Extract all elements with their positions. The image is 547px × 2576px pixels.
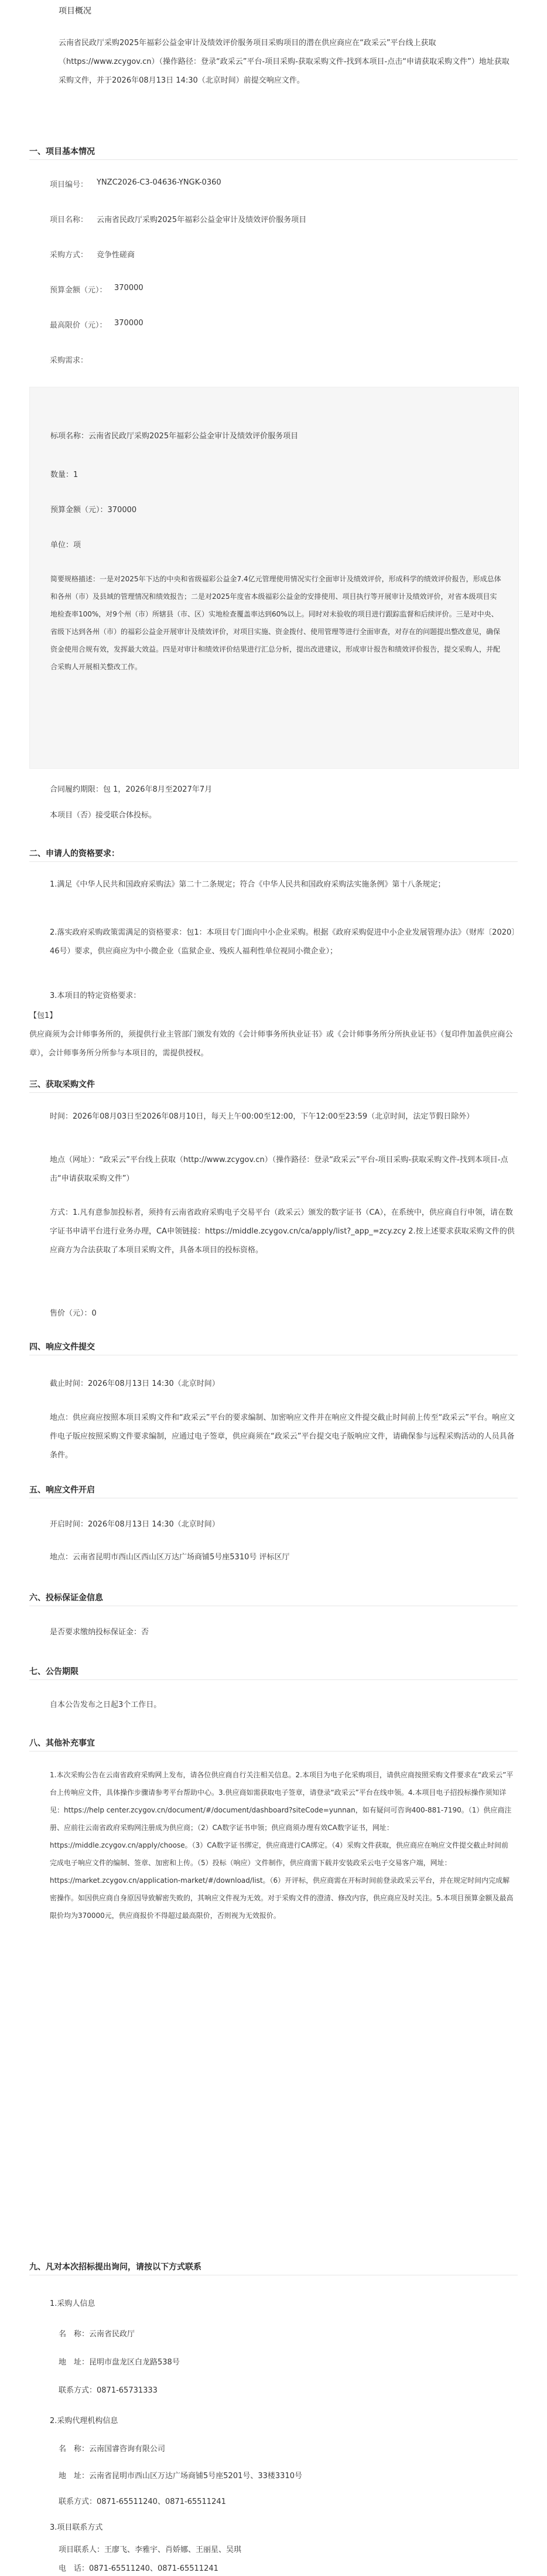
qualification-1: 1.满足《中华人民共和国政府采购法》第二十二条规定；符合《中华人民共和国政府采购法实施条例》第十八条规定；	[50, 880, 446, 889]
qualification-3: 3.本项目的特定资格要求：	[50, 991, 141, 1000]
section-1-divider	[29, 159, 518, 160]
section-8-title: 八、其他补充事宜	[29, 1739, 95, 1748]
lot-details-box	[29, 387, 519, 769]
purchaser-name: 名 称：云南省民政厅	[59, 2330, 135, 2339]
deposit-required: 是否要求缴纳投标保证金：否	[50, 1628, 149, 1637]
budget-value: 370000	[114, 284, 143, 292]
max-price-value: 370000	[114, 319, 143, 328]
qualification-2: 2.落实政府采购政策需满足的资格要求：包1：本项目专门面向中小企业采购。根据《政府采购促进中小企业发展管理办法》（财库〔2020〕46号）要求，供应商应为中小微企业（监狱企业、残疾人福利性单位视同小微企业）；	[50, 928, 515, 956]
lot-budget: 预算金额（元）：370000	[50, 506, 137, 514]
joint-bid-note: 本项目（否）接受联合体投标。	[50, 811, 157, 820]
document-price: 售价（元）：0	[50, 1309, 97, 1318]
submission-deadline: 截止时间：2026年08月13日 14:30（北京时间）	[50, 1379, 220, 1388]
purchaser-info-title: 1.采购人信息	[50, 2299, 95, 2308]
lot-name: 标项名称：云南省民政厅采购2025年福彩公益金审计及绩效评价服务项目	[50, 432, 299, 441]
max-price-label: 最高限价（元）：	[50, 321, 107, 330]
project-contact-phone: 电 话：0871-65511240、0871-65511241	[59, 2564, 218, 2573]
project-name-label: 项目名称：	[50, 216, 88, 224]
section-3-divider	[29, 1092, 518, 1093]
section-4-title: 四、响应文件提交	[29, 1342, 95, 1352]
section-7-title: 七、公告期限	[29, 1667, 78, 1677]
overview-title: 项目概况	[59, 6, 91, 16]
section-5-title: 五、响应文件开启	[29, 1485, 95, 1495]
agency-address: 地 址：云南省昆明市西山区万达广场商铺5号座5201号、33楼3310号	[59, 2472, 302, 2480]
agency-contact: 联系方式：0871-65511240、0871-65511241	[59, 2497, 226, 2506]
agency-info-title: 2.采购代理机构信息	[50, 2417, 118, 2425]
section-1-title: 一、项目基本情况	[29, 147, 95, 156]
purchaser-contact: 联系方式：0871-65731333	[59, 2386, 158, 2395]
opening-place: 地点：云南省昆明市西山区西山区万达广场商铺5号座5310号 评标区厅	[50, 1553, 290, 1562]
requirements-label: 采购需求：	[50, 356, 88, 365]
lot-quantity: 数量：1	[50, 471, 78, 479]
project-number-label: 项目编号：	[50, 180, 88, 189]
submission-place: 地点：供应商应按照本项目采购文件和“政采云”平台的要求编制、加密响应文件并在响应文件提交截止时间前上传至“政采云”平台。响应文件电子版应按照采购文件要求编制，应通过电子签章，供应商须在“政采云”平台提交电子版响应文件，请确保参与远程采购活动的人员具备条件。	[50, 1413, 515, 1460]
section-9-title: 九、凡对本次招标提出询问，请按以下方式联系	[29, 2262, 201, 2272]
contract-period: 合同履约期限：包 1，2026年8月至2027年7月	[50, 785, 213, 794]
project-number-value: YNZC2026-C3-04636-YNGK-0360	[97, 178, 221, 187]
procurement-method-label: 采购方式：	[50, 251, 88, 260]
budget-label: 预算金额（元）：	[50, 286, 107, 295]
section-7-divider	[29, 1679, 518, 1680]
lot-description: 简要规格描述：一是对2025年下达的中央和省级福彩公益金7.4亿元管理使用情况实行全面审计及绩效评价，形成科学的绩效评价报告，形成总体和各州（市）及县域的管理情况和绩效报告；二是对2025年度省本级福彩公益金的安排使用、项目执行等开展审计及绩效评价，对省本级项目实地检查率100%，对9个州（市）所辖县（市、区）实地检查覆盖率达到60%以上。同时对未验收的项目进行跟踪监督和后续评价。三是对中央、省级下达到各州（市）的福彩公益金开展审计及绩效评价，对项目实施、资金拨付、使用管理等进行全面审查，对存在的问题提出整改意见，确保资金使用合规有效，发挥最大效益。四是对审计和绩效评价结果进行汇总分析，提出改进建议，形成审计报告和绩效评价报告，提交采购人，并配合采购人开展相关整改工作。	[50, 575, 501, 671]
procurement-method-value: 竞争性磋商	[97, 251, 135, 260]
opening-time: 开启时间：2026年08月13日 14:30（北京时间）	[50, 1520, 220, 1529]
purchaser-address: 地 址：昆明市盘龙区白龙路538号	[59, 2358, 180, 2367]
obtain-time: 时间：2026年08月03日至2026年08月10日，每天上午00:00至12:00，下午12:00至23:59（北京时间，法定节假日除外）	[50, 1112, 474, 1121]
section-2-title: 二、申请人的资格要求：	[29, 849, 119, 858]
obtain-method: 方式：1.凡有意参加投标者，须持有云南省政府采购电子交易平台（政采云）颁发的数字证书（CA），在系统中，供应商自行申领，请在数字证书申请平台进行业务办理，CA申领链接：https://middle.zcygov.cn/ca/apply/list?_app_=zcy.zcy 2.按上述要求获取采购文件的供应商方为合法获取了本项目采购文件，具备本项目的投标资格。	[50, 1208, 515, 1255]
project-contact-people: 项目联系人：王廖飞、李雅宇、肖娇娜、王丽星、吴琪	[59, 2546, 242, 2554]
lot-unit: 单位：项	[50, 541, 81, 550]
agency-name: 名 称：云南国睿咨询有限公司	[59, 2445, 166, 2454]
obtain-place: 地点（网址）：“政采云”平台线上获取（http://www.zcygov.cn）（操作路径：登录“政采云”平台-项目采购-获取采购文件-找到本项目-点击“申请获取采购文件”）	[50, 1156, 508, 1183]
section-8-divider	[29, 1751, 518, 1752]
lot-1-bracket: 【包1】	[29, 1011, 57, 1020]
overview-intro: 云南省民政厅采购2025年福彩公益金审计及绩效评价服务项目采购项目的潜在供应商应在“政采云”平台线上获取（https://www.zcygov.cn）（操作路径：登录“政采云”平台-项目采购-获取采购文件-找到本项目-点击“申请获取采购文件”）地址获取采购文件，并于2026年08月13日 14:30（北京时间）前提交响应文件。	[59, 39, 510, 85]
project-name-value: 云南省民政厅采购2025年福彩公益金审计及绩效评价服务项目	[97, 216, 307, 224]
supplementary-notes: 1.本次采购公告在云南省政府采购网上发布，请各位供应商自行关注相关信息。2.本项目为电子化采购项目，请供应商按照采购文件要求在“政采云”平台上传响应文件，具体操作步骤请参考平台帮助中心。3.供应商如需获取电子签章，请登录“政采云”平台在线申领。4.本项目电子招投标操作须知详见：https://help center.zcygov.cn/document/#/document/dashboard?siteCode=yunnan，如有疑问可咨询400-881-7190。（1）供应商注册、应前往云南省政府采购网注册成为供应商；（2）CA数字证书申领；供应商须办理有效CA数字证书，网址：https://middle.zcygov.cn/apply/choose。（3）CA数字证书绑定，供应商进行CA绑定。（4）采购文件获取，供应商应在响应文件提交截止时间前完成电子响应文件的编制、签章、加密和上传。（5）投标（响应）文件制作，供应商需下载并安装政采云电子交易客户端，网址：https://market.zcygov.cn/application-market/#/download/list。（6）开评标，供应商需在开标时间前登录政采云平台，并在规定时间内完成解密操作。如因供应商自身原因导致解密失败的，其响应文件视为无效。对于采购文件的澄清、修改内容，供应商应及时关注。5.本项目预算金额及最高限价均为370000元，供应商报价不得超过最高限价，否则视为无效报价。	[50, 1771, 514, 1920]
notice-period: 自本公告发布之日起3个工作日。	[50, 1701, 162, 1709]
project-contact-title: 3.项目联系方式	[50, 2523, 103, 2532]
section-3-title: 三、获取采购文件	[29, 1080, 95, 1089]
section-6-title: 六、投标保证金信息	[29, 1593, 103, 1603]
qualification-lot-1: 供应商须为会计师事务所的，须提供行业主管部门颁发有效的《会计师事务所执业证书》或《会计师事务所分所执业证书》（复印件加盖供应商公章），会计师事务所分所参与本项目的，需提供授权。	[29, 1030, 513, 1058]
section-2-divider	[29, 861, 518, 862]
